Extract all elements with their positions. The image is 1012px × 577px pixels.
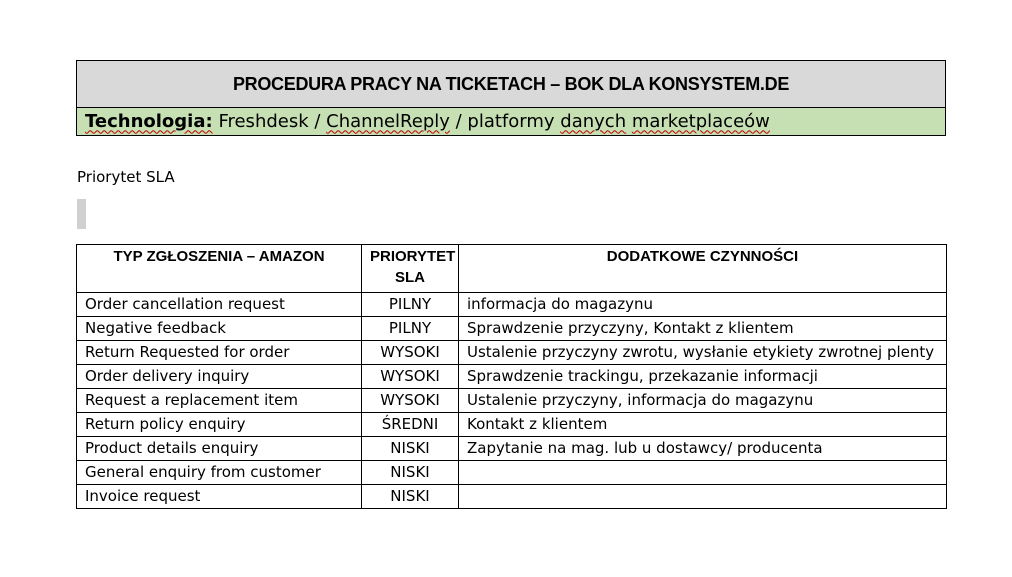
technology-part-6: marketplaceów [631,110,770,132]
table-row [77,317,947,341]
cell-priority: PILNY [362,293,459,317]
table-row [77,413,947,437]
cell-type: Return Requested for order [77,341,362,365]
cell-type: Product details enquiry [77,437,362,461]
cell-action: Sprawdzenie trackingu, przekazanie informacji [459,365,947,389]
cell-action [459,485,947,509]
header-actions: DODATKOWE CZYNNOŚCI [459,245,947,293]
table-row [77,341,947,365]
cell-action: informacja do magazynu [459,293,947,317]
technology-part-1: Freshdesk / [218,110,327,132]
document-title: PROCEDURA PRACY NA TICKETACH – BOK DLA KONSYSTEM.DE [77,61,946,108]
table-header-row [77,245,947,293]
cell-type: Invoice request [77,485,362,509]
cell-priority: NISKI [362,485,459,509]
cell-priority: WYSOKI [362,365,459,389]
header-table [76,60,946,136]
sla-table [76,244,947,509]
section-label: Priorytet SLA [77,168,175,186]
table-row [77,437,947,461]
cell-action: Zapytanie na mag. lub u dostawcy/ producenta [459,437,947,461]
cell-type: Order cancellation request [77,293,362,317]
grey-marker [77,199,86,229]
table-row [77,365,947,389]
cell-type: Negative feedback [77,317,362,341]
cell-action: Ustalenie przyczyny zwrotu, wysłanie etykiety zwrotnej plenty [459,341,947,365]
cell-type: Return policy enquiry [77,413,362,437]
cell-priority: NISKI [362,437,459,461]
cell-type: Request a replacement item [77,389,362,413]
table-row [77,389,947,413]
cell-type: Order delivery inquiry [77,365,362,389]
cell-priority: WYSOKI [362,341,459,365]
table-row [77,461,947,485]
technology-part-4: danych [560,110,627,132]
cell-priority: NISKI [362,461,459,485]
technology-line [77,108,946,136]
cell-action: Ustalenie przyczyny, informacja do magazynu [459,389,947,413]
technology-part-2: ChannelReply [326,110,450,132]
cell-priority: WYSOKI [362,389,459,413]
header-priority: PRIORYTET SLA [362,245,459,293]
cell-action: Sprawdzenie przyczyny, Kontakt z klientem [459,317,947,341]
cell-priority: PILNY [362,317,459,341]
table-row [77,485,947,509]
cell-priority: ŚREDNI [362,413,459,437]
technology-part-3: / platformy [449,110,561,132]
header-type: TYP ZGŁOSZENIA – AMAZON [77,245,362,293]
cell-action [459,461,947,485]
table-row [77,293,947,317]
technology-label: Technologia: [85,110,213,132]
cell-type: General enquiry from customer [77,461,362,485]
cell-action: Kontakt z klientem [459,413,947,437]
